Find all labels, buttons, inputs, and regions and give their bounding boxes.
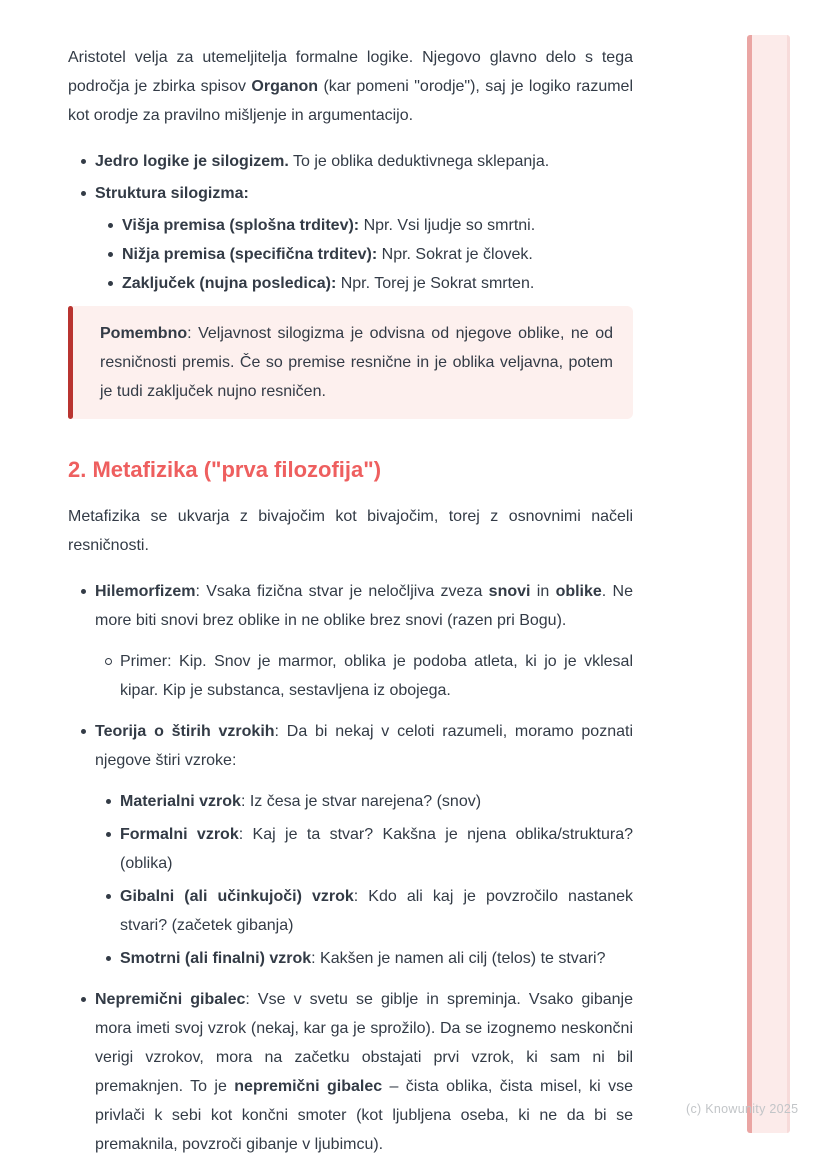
list-item	[95, 179, 633, 298]
page-edge-ribbon	[747, 35, 790, 1133]
list-item-bold-text: Struktura silogizma:	[95, 185, 249, 202]
list-item	[122, 240, 633, 269]
callout-bold-label: Pomembno	[100, 325, 188, 342]
list-item-text: : Kaj je ta stvar? Kakšna je njena oblika/struktura? (oblika)	[120, 826, 633, 872]
list-item	[120, 647, 633, 705]
list-item-bold-text: Materialni vzrok	[120, 793, 241, 810]
primer-sublist	[95, 647, 633, 705]
vzroki-sublist	[95, 787, 633, 973]
list-item-bold-text: Zaključek (nujna posledica):	[122, 275, 337, 292]
list-item-text: To je oblika deduktivnega sklepanja.	[288, 153, 550, 170]
list-item-bold-text: Gibalni (ali učinkujoči) vzrok	[120, 888, 354, 905]
list-item-text: Primer: Kip. Snov je marmor, oblika je podoba atleta, ki jo je vklesal kipar. Kip je substanca, sestavljena iz obojega.	[120, 653, 633, 699]
list-item-text: : Kakšen je namen ali cilj (telos) te stvari?	[311, 950, 606, 967]
list-item-text: Npr. Torej je Sokrat smrten.	[336, 275, 535, 292]
important-callout	[68, 306, 633, 419]
list-item	[122, 211, 633, 240]
list-item-text: – čista oblika, čista misel, ki vse privlači k sebi kot končni smoter (kot ljubljena oseba, ki ne da bi se premaknila, povzroči gibanje v ljubimcu).	[95, 1078, 633, 1153]
metafizika-paragraph: Metafizika se ukvarja z bivajočim kot bivajočim, torej z osnovnimi načeli resničnosti.	[68, 508, 633, 554]
list-item-text: : Da bi nekaj v celoti razumeli, moramo poznati njegove štiri vzroke:	[95, 723, 633, 769]
list-item-bold-text: Formalni vzrok	[120, 826, 239, 843]
list-item-text: Npr. Vsi ljudje so smrtni.	[359, 217, 536, 234]
list-item-text: Npr. Sokrat je človek.	[377, 246, 533, 263]
list-item	[120, 944, 633, 973]
section-heading-metafizika: 2. Metafizika ("prva filozofija")	[68, 457, 382, 482]
list-item-bold-text: nepremični gibalec	[234, 1078, 383, 1095]
logic-bullet-list	[68, 147, 633, 298]
document-content	[68, 43, 633, 1171]
list-item-bold-text: Nepremični gibalec	[95, 991, 246, 1008]
list-item-bold-text: Teorija o štirih vzrokih	[95, 723, 275, 740]
list-item	[95, 985, 633, 1159]
intro-paragraph	[68, 43, 633, 130]
list-item-text: : Vse v svetu se giblje in spreminja. Vsako gibanje mora imeti svoj vzrok (nekaj, kar ga je sprožilo). Da se izognemo neskončni verigi vzrokov, mora na začetku obstajati prvi vzrok, ki sam ni bil premaknjen. To je	[95, 991, 634, 1095]
copyright-watermark: (c) Knowunity 2025	[686, 1102, 799, 1116]
list-item-bold-text: Smotrni (ali finalni) vzrok	[120, 950, 312, 967]
list-item	[95, 717, 633, 973]
list-item-bold-text: Višja premisa (splošna trditev):	[122, 217, 360, 234]
callout-text: : Veljavnost silogizma je odvisna od njegove oblike, ne od resničnosti premis. Če so premise resnične in je oblika veljavna, potem je tudi zaključek nujno resničen.	[100, 325, 613, 400]
list-item-text: : Kdo ali kaj je povzročilo nastanek stvari? (začetek gibanja)	[120, 888, 633, 934]
list-item-bold-text: Jedro logike je silogizem.	[95, 153, 289, 170]
list-item-text: : Iz česa je stvar narejena? (snov)	[240, 793, 482, 810]
organon-bold-text: Organon	[251, 78, 319, 95]
list-item-bold-text: oblike	[555, 583, 602, 600]
callout-accent-bar	[68, 306, 73, 419]
list-item-bold-text: snovi	[488, 583, 531, 600]
list-item-text: : Vsaka fizična stvar je neločljiva zveza	[195, 583, 489, 600]
list-item-text: in	[530, 583, 556, 600]
list-item	[95, 577, 633, 705]
list-item	[120, 882, 633, 940]
list-item	[95, 147, 633, 176]
intro-text: Aristotel velja za utemeljitelja formalne logike. Njegovo glavno delo s tega področja je zbirka spisov	[68, 49, 633, 95]
list-item	[122, 269, 633, 298]
list-item-bold-text: Nižja premisa (specifična trditev):	[122, 246, 378, 263]
list-item-bold-text: Hilemorfizem	[95, 583, 196, 600]
syllogism-sublist	[95, 211, 633, 298]
list-item	[120, 787, 633, 816]
list-item	[120, 820, 633, 878]
list-item-text: . Ne more biti snovi brez oblike in ne oblike brez snovi (razen pri Bogu).	[95, 583, 634, 629]
intro-text: (kar pomeni "orodje"), saj je logiko razumel kot orodje za pravilno mišljenje in argumentacijo.	[68, 78, 633, 124]
metafizika-bullet-list	[68, 577, 633, 1159]
